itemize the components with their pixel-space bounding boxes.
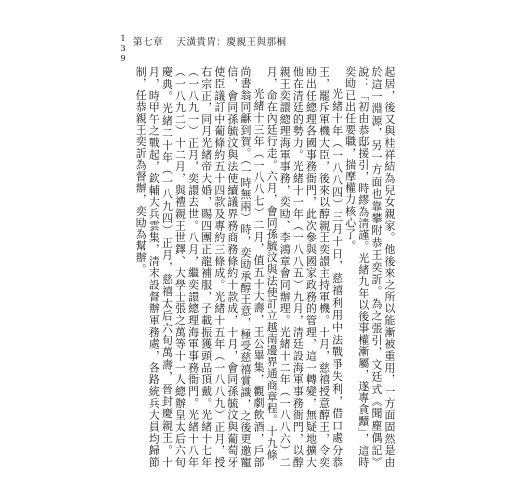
chapter-title: 天潢貴胄：慶親王與那桐: [176, 37, 287, 48]
page-number-digit: 9: [120, 54, 126, 63]
page-number-digit: 1: [120, 34, 126, 43]
body-text: [125, 66, 396, 468]
paragraph: 起居，後又與桂祥結為兒女親家。他後來之所以能漸被重用，一方面固然是由於這一淵源，另一方面也靠攀附恭王奕訢。為之張引，文廷式《聞塵偶記》說：「初由恭邸援引，時繆為清謹。光緒九年以後事權漸屬，遂專貪黷」，這時奕劻已出任要職，揣摩權力核心了。: [343, 66, 396, 468]
page-number: [118, 34, 128, 64]
paragraph: 光緒十三年（一八八七）二月，值五十大壽，王公畢集，觀劇飲酒，戶部尚書翁同龢到賀。（一時無兩）時，奕劻承醇王意，極受慈禧賞識，之後更邀寵信，會同孫毓汶與法使續議界務商務條約十款成，十月，會同孫毓汶與葡萄牙使臣議訂中葡條約五十四款及專約三條成。光緒十五年（一八八九）正月，授右宗正，同月光緒帝大婚，賜四團正龍補服，子載振獲頭品頂戴。光緒十七年（一八九一）正月，奕譞去世。八月，繼奕譞總理海軍事務衙門。光緒十八年（一八九二）十二月，與禮親王世鐸、大學士張之萬等十一人總辦皇太后六旬慶典。光緒二十年（一八九四）正月，慈禧太后六旬萬壽，晉封慶親王。十月，時甲午之戰起，欽輔大兵雲集，清末設督辦軍務處，各路統兵大員均歸節制，任恭親王奕訢為督辦，奕劻為幫辦。: [134, 66, 266, 468]
chapter-label: 第七章: [133, 37, 164, 48]
page-number-digit: 3: [120, 44, 126, 53]
paragraph: 光緒十年（一八八四）三月十日，慈禧利用中法戰爭失利，借口處分恭王，罷斥軍機大臣，後來以醇親王奕譞主持軍機。十月，慈禧授意醇王，令奕劻出任總理各國事務衙門，此次參與國家政務的管理，這一轉變，無疑地擴大他在清廷的勢力。光緒十一年（一八八五）九月，清廷設海軍事務衙門，以醇親王奕譞總理海軍事務，奕劻、李鴻章會同辦理。光緒十二年（一八八六）二月，命在內廷行走。六月，會同孫毓汶與法使訂立越南邊界通商章程。十九條: [265, 66, 344, 468]
running-header: [133, 34, 287, 48]
